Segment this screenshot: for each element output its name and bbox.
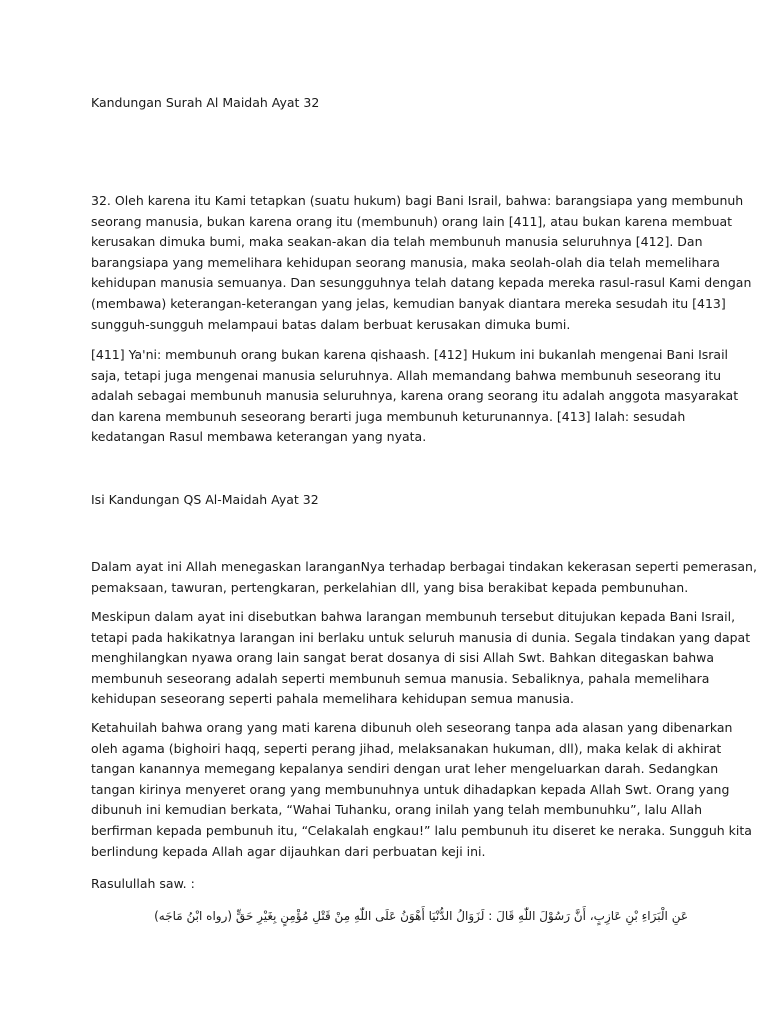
paragraph-3 [91,718,752,862]
text-line: kedatangan Rasul membawa keterangan yang nyata. [91,429,427,445]
text-line: berlindung kepada Allah agar dijauhkan dari perbuatan keji ini. [91,843,486,859]
text-line: [411] Ya'ni: membunuh orang bukan karena qishaash. [412] Hukum ini bukanlah mengenai Bani Israil [91,347,729,362]
text-line: seorang manusia, bukan karena orang itu (membunuh) orang lain [411], atau bukan karena membuat [91,213,733,229]
text-line: tetapi pada hakikatnya larangan ini berlaku untuk seluruh manusia di dunia. Segala tindakan yang dapat [91,629,751,645]
paragraph-1 [91,557,757,598]
text-line: berfirman kepada pembunuh itu, “Celakalah engkau!” lalu pembunuh itu diseret ke neraka. Sungguh kita [91,822,752,838]
text-line: tangan kirinya menyeret orang yang membunuhnya untuk dihadapkan kepada Allah Swt. Orang yang [91,781,730,797]
paragraph-2 [91,607,751,710]
text-line: Dalam ayat ini Allah menegaskan laranganNya terhadap berbagai tindakan kekerasan seperti pemerasan, [91,559,757,574]
text-line: barangsiapa yang memelihara kehidupan seorang manusia, maka seolah-olah dia telah memelihara [91,254,720,270]
translation-paragraph [91,191,752,335]
hadith-intro: Rasulullah saw. : [91,876,195,891]
text-line: sungguh-sungguh melampaui batas dalam berbuat kerusakan dimuka bumi. [91,316,571,332]
text-line: adalah sebagai membunuh manusia seluruhnya, karena orang seorang itu adalah anggota masyarakat [91,388,739,404]
text-line: 32. Oleh karena itu Kami tetapkan (suatu hukum) bagi Bani Israil, bahwa: barangsiapa yang membunuh [91,193,744,208]
text-line: kehidupan seseorang seperti pahala memelihara kehidupan semua manusia. [91,691,575,707]
text-line: tangan kanannya memegang kepalanya sendiri dengan urat leher mengeluarkan darah. Sedangkan [91,761,719,777]
page-title: Kandungan Surah Al Maidah Ayat 32 [91,95,320,110]
text-line: Ketahuilah bahwa orang yang mati karena dibunuh oleh seseorang tanpa ada alasan yang dibenarkan [91,720,733,735]
text-line: saja, tetapi juga mengenai manusia seluruhnya. Allah memandang bahwa membunuh seseorang itu [91,367,722,383]
text-line: kehidupan manusia semuanya. Dan sesungguhnya telah datang kepada mereka rasul-rasul Kami dengan [91,275,752,291]
text-line: kerusakan dimuka bumi, maka seakan-akan dia telah membunuh manusia seluruhnya [412]. Dan [91,234,703,250]
text-line: oleh agama (bighoiri haqq, seperti perang jihad, melaksanakan hukuman, dll), maka kelak di akhirat [91,740,722,756]
text-line: dibunuh ini kemudian berkata, “Wahai Tuhanku, orang inilah yang telah membunuhku”, lalu Allah [91,802,703,818]
text-line: menghilangkan nyawa orang lain sangat berat dosanya di sisi Allah Swt. Bahkan ditegaskan bahwa [91,650,715,666]
text-line: Meskipun dalam ayat ini disebutkan bahwa larangan membunuh tersebut ditujukan kepada Bani Israil, [91,609,736,624]
section-subtitle: Isi Kandungan QS Al-Maidah Ayat 32 [91,492,319,507]
text-line: dan karena membunuh seseorang berarti juga membunuh keturunannya. [413] Ialah: sesudah [91,408,686,424]
hadith-arabic-text: عَنِ الْبَرَاءِ بْنِ عَازِبٍ، أَنَّ رَسُوْلَ اللّٰهِ قَالَ : لَزَوَالُ الدُّنْيَا أَهْوَنُ عَلَى اللّٰهِ مِنْ قَتْلِ مُؤْمِنٍ بِغَيْرِ حَقٍّ (رواه ابْنُ مَاجَه) [154,909,688,923]
text-line: (membawa) keterangan-keterangan yang jelas, kemudian banyak diantara mereka sesudah itu [413] [91,295,726,311]
text-line: pemaksaan, tawuran, pertengkaran, perkelahian dll, yang bisa berakibat kepada pembunuhan. [91,579,689,595]
footnote-paragraph [91,345,739,448]
text-line: membunuh seseorang adalah seperti membunuh semua manusia. Sebaliknya, pahala memelihara [91,670,710,686]
